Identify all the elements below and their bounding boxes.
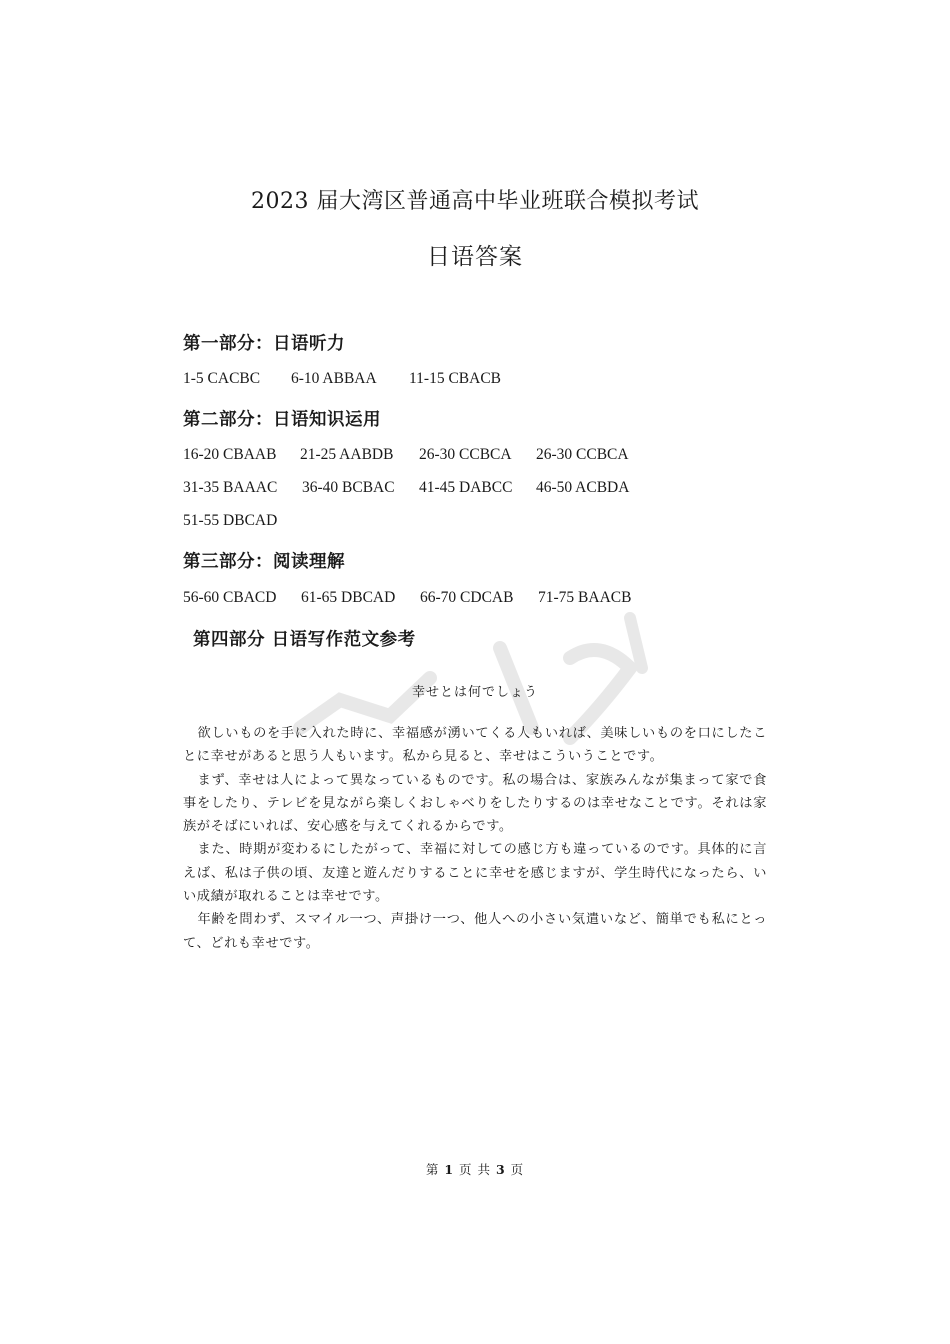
answer-group: 36-40 BCBAC: [302, 479, 395, 496]
answer-row-listening: [183, 370, 501, 388]
answer-group: 26-30 CCBCA: [536, 446, 629, 463]
section-heading-reading: 第三部分：阅读理解: [183, 552, 345, 572]
essay-paragraph: 年齢を問わず、スマイル一つ、声掛け一つ、他人への小さい気遣いなど、簡単でも私にとって、どれも幸せです。: [183, 912, 767, 951]
answer-group: 1-5 CACBC: [183, 370, 261, 387]
footer-prefix: 第: [425, 1162, 440, 1177]
answer-group: 41-45 DABCC: [419, 479, 513, 496]
answer-group: 6-10 ABBAA: [291, 370, 377, 387]
answer-group: 11-15 CBACB: [409, 370, 502, 387]
page-footer: [0, 1160, 950, 1178]
answer-group: 66-70 CDCAB: [420, 589, 514, 606]
answer-group: 21-25 AABDB: [300, 446, 394, 463]
section-heading-listening: 第一部分：日语听力: [183, 334, 345, 354]
answer-group: 31-35 BAAAC: [183, 479, 278, 496]
footer-total-pages: 3: [495, 1162, 506, 1177]
footer-middle: 页 共: [459, 1162, 491, 1177]
essay-title: 幸せとは何でしょう: [411, 685, 538, 700]
answer-group: 51-55 DBCAD: [183, 512, 278, 529]
answer-row-reading: [183, 589, 631, 607]
answer-row-knowledge-3: [183, 512, 277, 530]
answer-group: 26-30 CCBCA: [419, 446, 512, 463]
answer-group: 61-65 DBCAD: [301, 589, 396, 606]
answer-group: 46-50 ACBDA: [536, 479, 630, 496]
answer-group: 71-75 BAACB: [538, 589, 632, 606]
essay-paragraph: 欲しいものを手に入れた時に、幸福感が湧いてくる人もいれば、美味しいものを口にしたことに幸せがあると思う人もいます。私から見ると、幸せはこういうことです。: [183, 726, 767, 765]
section-heading-writing: 第四部分 日语写作范文参考: [193, 630, 416, 650]
footer-page-number: 1: [444, 1162, 455, 1177]
answer-group: 16-20 CBAAB: [183, 446, 277, 463]
section-heading-knowledge: 第二部分：日语知识运用: [183, 410, 381, 430]
answer-row-knowledge-2: [183, 479, 629, 497]
document-subtitle: 日语答案: [427, 244, 523, 270]
essay-paragraph: また、時期が変わるにしたがって、幸福に対しての感じ方も違っているのです。具体的に言えば、私は子供の頃、友達と遊んだりすることに幸せを感じますが、学生時代になったら、いい成績が取れることは幸せです。: [183, 842, 767, 905]
answer-group: 56-60 CBACD: [183, 589, 277, 606]
footer-suffix: 页: [510, 1162, 525, 1177]
essay-body: [183, 722, 767, 955]
answer-row-knowledge-1: [183, 446, 629, 464]
essay-paragraph: まず、幸せは人によって異なっているものです。私の場合は、家族みんなが集まって家で食事をしたり、テレビを見ながら楽しくおしゃべりをしたりするのは幸せなことです。それは家族がそばにいれば、安心感を与えてくれるからです。: [183, 772, 767, 835]
document-title: 2023 届大湾区普通高中毕业班联合模拟考试: [251, 189, 699, 214]
